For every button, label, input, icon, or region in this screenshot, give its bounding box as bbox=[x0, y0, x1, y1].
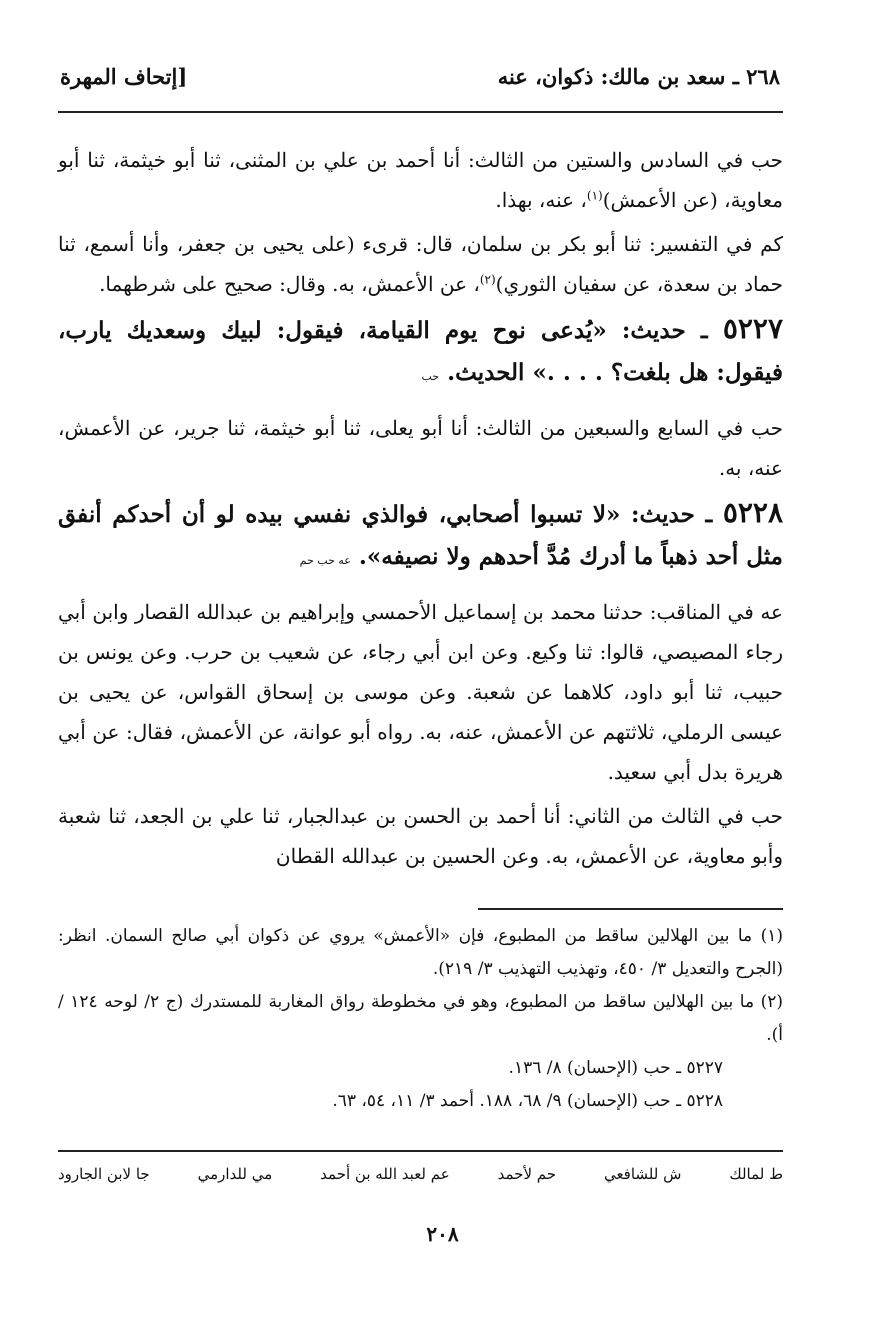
abbrev-shafii: ش للشافعي bbox=[603, 1165, 682, 1183]
hadith-source-mark: عه حب حم bbox=[299, 554, 351, 567]
abbreviation-key bbox=[58, 1165, 783, 1183]
abbrev-darimi: مي للدارمي bbox=[197, 1165, 273, 1183]
footnote-ref-2: (٢) bbox=[479, 272, 496, 287]
abbrev-jarud: جا لابن الجارود bbox=[58, 1165, 150, 1183]
hadith-5228 bbox=[58, 492, 783, 582]
header-rule bbox=[58, 111, 783, 113]
header-book-title: [إتحاف المهرة bbox=[60, 64, 188, 89]
hadith-number: ٥٢٢٨ bbox=[722, 496, 783, 529]
main-text bbox=[58, 140, 783, 880]
footnote-1: (١) ما بين الهلالين ساقط من المطبوع، فإن «الأعمش» يروي عن ذكوان أبي صالح السمان. انظر: (الجرح والتعديل ٣/ ٤٥٠، وتهذيب التهذيب ٣/ ٢١٩). bbox=[58, 926, 783, 979]
abbrev-ahmad: حم لأحمد bbox=[497, 1165, 557, 1183]
footnote-reference-5228: ٥٢٢٨ ـ حب (الإحسان) ٩/ ٦٨، ١٨٨. أحمد ٣/ ١١، ٥٤، ٦٣. bbox=[332, 1091, 723, 1111]
footnotes bbox=[58, 920, 783, 1118]
footnote-ref-1: (١) bbox=[586, 188, 603, 203]
hadith-text: ـ حديث: «يُدعى نوح يوم القيامة، فيقول: لبيك وسعديك يارب، فيقول: هل بلغت؟ . . . .» الحديث. bbox=[58, 317, 783, 386]
paragraph-hibban-3: حب في الثالث من الثاني: أنا أحمد بن الحسن بن عبدالجبار، ثنا علي بن الجعد، ثنا شعبة وأبو معاوية، عن الأعمش، به. وعن الحسين بن عبدالله القطان bbox=[58, 804, 783, 868]
paragraph-awana: عه في المناقب: حدثنا محمد بن إسماعيل الأحمسي وإبراهيم بن عبدالله القصار وابن أبي رجاء المصيصي، قالوا: ثنا وكيع. وعن ابن أبي رجاء، عن شعيب بن حرب. وعن يونس بن حبيب، ثنا أبو داود، كلاهما عن شعبة. وعن موسى بن إسحاق القواس، عن يحيى بن عيسى الرملي، ثلاثتهم عن الأعمش، عنه، به. رواه أبو عوانة، عن الأعمش، فقال: عن أبي هريرة بدل أبي سعيد. bbox=[58, 600, 783, 784]
hadith-text: ـ حديث: «لا تسبوا أصحابي، فوالذي نفسي بيده لو أن أحدكم أنفق مثل أحد ذهباً ما أدرك مُدَّ أحدهم ولا نصيفه». bbox=[58, 501, 783, 570]
paragraph-hibban-2: حب في السابع والسبعين من الثالث: أنا أبو يعلى، ثنا أبو خيثمة، ثنا جرير، عن الأعمش، عنه، به. bbox=[58, 416, 783, 480]
running-header bbox=[60, 58, 780, 98]
abbrev-malik: ط لمالك bbox=[729, 1165, 783, 1183]
abbrev-rule bbox=[58, 1150, 783, 1152]
hadith-source-mark: حب bbox=[421, 370, 440, 383]
footnote-2: (٢) ما بين الهلالين ساقط من المطبوع، وهو في مخطوطة رواق المغاربة للمستدرك (ج ٢/ لوحه ١٢٤ / أ). bbox=[58, 992, 784, 1045]
page-number: ٢٠٨ bbox=[426, 1222, 459, 1246]
paragraph-hibban-1: حب في السادس والستين من الثالث: أنا أحمد بن علي بن المثنى، ثنا أبو خيثمة، ثنا أبو معاوية، (عن الأعمش)$^{(١)}$، عنه، بهذا. bbox=[58, 148, 783, 212]
header-chapter-title: ٢٦٨ ـ سعد بن مالك: ذكوان، عنه bbox=[497, 64, 780, 89]
abbrev-abdullah: عم لعبد الله بن أحمد bbox=[320, 1165, 450, 1183]
footnote-rule bbox=[478, 908, 783, 910]
paragraph-hakim: كم في التفسير: ثنا أبو بكر بن سلمان، قال: قرىء (على يحيى بن جعفر، وأنا أسمع، ثنا حماد بن سعدة، عن سفيان الثوري)$^{(٢)}$، عن الأعمش، به. وقال: صحيح على شرطهما. bbox=[58, 232, 783, 296]
hadith-number: ٥٢٢٧ bbox=[722, 312, 783, 345]
footnote-reference-5227: ٥٢٢٧ ـ حب (الإحسان) ٨/ ١٣٦. bbox=[508, 1058, 723, 1078]
hadith-5227 bbox=[58, 308, 783, 398]
